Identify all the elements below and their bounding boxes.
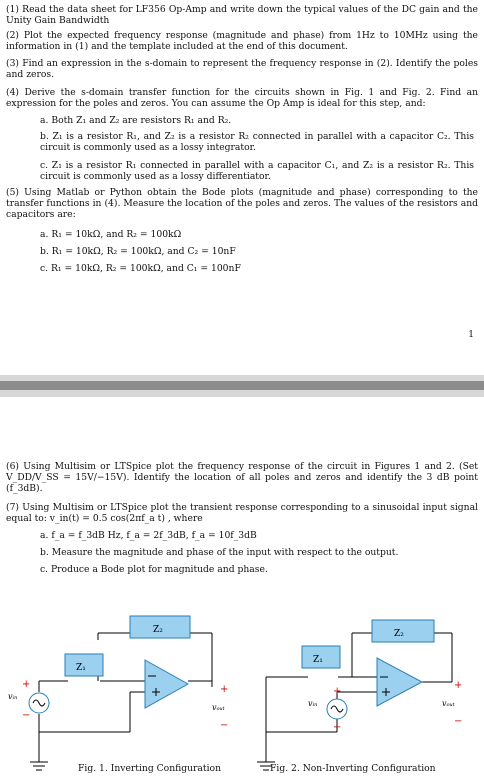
- question-7a: a. f_a = f_3dB Hz, f_a = 2f_3dB, f_a = 10f_3dB: [40, 530, 257, 541]
- fig1-caption: Fig. 1. Inverting Configuration: [78, 763, 221, 774]
- vout-label: vₒᵤₜ: [442, 699, 455, 708]
- question-5c: c. R₁ = 10kΩ, R₂ = 100kΩ, and C₁ = 100nF: [40, 263, 241, 274]
- z1-label: Z₁: [76, 663, 86, 673]
- page-number: 1: [468, 330, 474, 340]
- question-7: (7) Using Multisim or LTSpice plot the transient response corresponding to a sinusoidal input signal equal to: v_in(t) = 0.5 cos(2πf_a t) , where: [6, 502, 478, 525]
- vout-plus-sign: +: [220, 684, 229, 695]
- question-7b: b. Measure the magnitude and phase of the input with respect to the output.: [40, 547, 399, 558]
- question-7c: c. Produce a Bode plot for magnitude and phase.: [40, 564, 268, 575]
- fig2-caption: Fig. 2. Non-Inverting Configuration: [270, 763, 436, 774]
- vin-label: vᵢₙ: [308, 699, 318, 708]
- question-5a: a. R₁ = 10kΩ, and R₂ = 100kΩ: [40, 229, 182, 240]
- question-4a: a. Both Z₁ and Z₂ are resistors R₁ and R₂.: [40, 115, 232, 126]
- question-5b: b. R₁ = 10kΩ, R₂ = 100kΩ, and C₂ = 10nF: [40, 246, 236, 257]
- vin-label: vᵢₙ: [8, 692, 18, 701]
- document-page-2: [0, 397, 484, 782]
- plus-sign: +: [333, 686, 342, 697]
- z2-label: Z₂: [153, 625, 163, 635]
- minus-sign: −: [22, 710, 31, 721]
- question-3: (3) Find an expression in the s-domain to represent the frequency response in (2). Identify the poles and zeros.: [6, 58, 478, 81]
- z1-label: Z₁: [313, 655, 323, 665]
- question-2: (2) Plot the expected frequency response (magnitude and phase) from 1Hz to 10MHz using the information in (1) and the template included at the end of this document.: [6, 30, 478, 53]
- document-page-1: [0, 0, 484, 375]
- vout-label: vₒᵤₜ: [212, 703, 225, 712]
- question-1: (1) Read the data sheet for LF356 Op-Amp and write down the typical values of the DC gain and the Unity Gain Bandwidth: [6, 4, 478, 27]
- opamp-triangle: [145, 660, 188, 708]
- page-separator-bar: [0, 381, 484, 390]
- vout-plus-sign: +: [454, 680, 463, 691]
- opamp-triangle: [377, 658, 422, 706]
- vout-minus-sign: −: [454, 716, 463, 727]
- plus-sign: +: [22, 679, 31, 690]
- question-4c: c. Z₁ is a resistor R₁ connected in parallel with a capacitor C₁, and Z₂ is a resistor R₂. This circuit is commonly used as a lossy differentiator.: [40, 160, 474, 183]
- question-5: (5) Using Matlab or Python obtain the Bode plots (magnitude and phase) corresponding to the transfer functions in (4). Measure the location of the poles and zeros. The values of the resistors and capacitors are:: [6, 187, 478, 221]
- z2-label: Z₂: [394, 629, 404, 639]
- fig1-inverting-circuit: [0, 602, 242, 782]
- minus-sign: −: [333, 722, 342, 733]
- fig2-noninverting-circuit: [242, 602, 484, 782]
- question-4: (4) Derive the s-domain transfer function for the circuits shown in Fig. 1 and Fig. 2. Find an expression for the poles and zeros. You can assume the Op Amp is ideal for this step, and:: [6, 87, 478, 110]
- vout-minus-sign: −: [220, 720, 229, 731]
- question-6: (6) Using Multisim or LTSpice plot the frequency response of the circuit in Figures 1 and 2. (Set V_DD/V_SS = 15V/−15V). Identify the location of all poles and zeros and identify the 3 dB point (f_3dB).: [6, 461, 478, 495]
- question-4b: b. Z₁ is a resistor R₁, and Z₂ is a resistor R₂ connected in parallel with a capacitor C₂. This circuit is commonly used as a lossy integrator.: [40, 131, 474, 154]
